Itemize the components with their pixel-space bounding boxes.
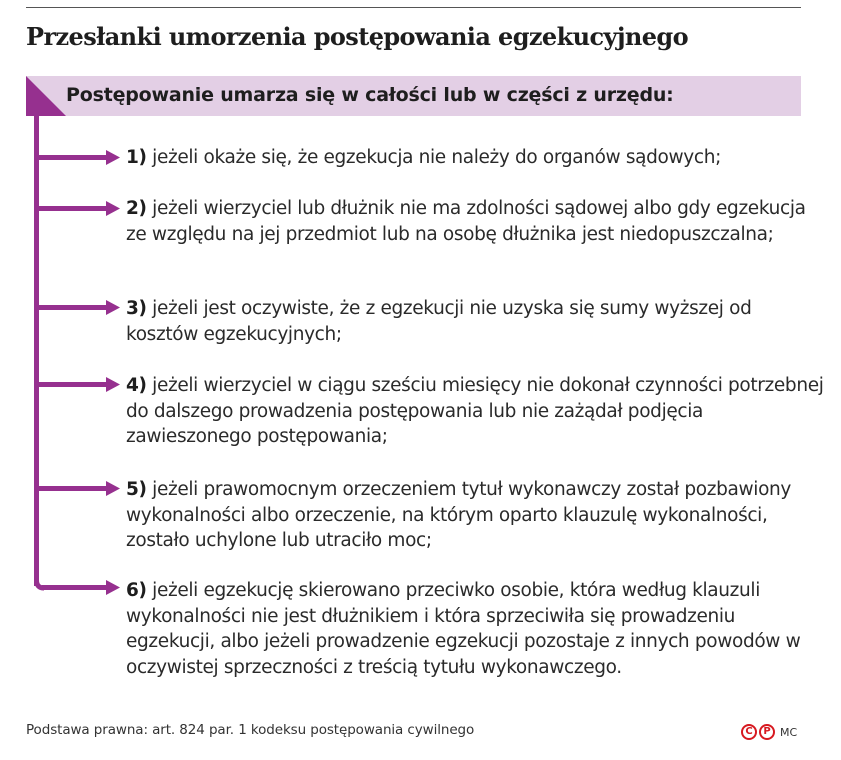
item-text: jeżeli egzekucję skierowano przeciwko osobie, która według klauzuli wykonalności nie jest dłużnikiem i która sprzeciwiła się prowadzeniu egzekucji, albo jeżeli prowadzenie egzekucji pozostaje z innych powodów w oczywistej sprzeczności z treścią tytułu wykonawczego. [126, 580, 801, 678]
legal-basis-note: Podstawa prawna: art. 824 par. 1 kodeksu postępowania cywilnego [26, 722, 475, 738]
item-text: jeżeli okaże się, że egzekucja nie należy do organów sądowych; [152, 147, 721, 168]
connector-trunk [34, 112, 39, 586]
list-item [126, 477, 826, 554]
item-text: jeżeli wierzyciel lub dłużnik nie ma zdolności sądowej albo gdy egzekucja ze względu na jej przedmiot lub na osobę dłużnika jest niedopuszczalna; [126, 198, 806, 245]
list-item [126, 196, 826, 247]
item-number: 5) [126, 479, 147, 500]
author-initials: MC [780, 726, 798, 739]
list-item [126, 373, 826, 450]
arrow-right-icon [42, 580, 120, 595]
arrow-right-icon [36, 150, 120, 165]
logo-p-mark: P [759, 724, 775, 740]
item-text: jeżeli wierzyciel w ciągu sześciu miesięcy nie dokonał czynności potrzebnej do dalszego prowadzenia postępowania lub nie zażądał podjęcia zawieszonego postępowania; [126, 375, 824, 447]
item-number: 6) [126, 580, 147, 601]
cp-logo [741, 723, 798, 743]
arrow-right-icon [36, 377, 120, 392]
list-item [126, 296, 826, 347]
item-text: jeżeli prawomocnym orzeczeniem tytuł wykonawczy został pozbawiony wykonalności albo orzeczenie, na którym oparto klauzulę wykonalności, zostało uchylone lub utraciło moc; [126, 479, 792, 551]
item-number: 4) [126, 375, 147, 396]
logo-c-mark: C [741, 724, 757, 740]
item-number: 3) [126, 298, 147, 319]
banner-notch-shape [26, 76, 66, 116]
page-title: Przesłanki umorzenia postępowania egzekucyjnego [26, 22, 689, 51]
item-text: jeżeli jest oczywiste, że z egzekucji nie uzyska się sumy wyższej od kosztów egzekucyjnych; [126, 298, 752, 345]
arrow-right-icon [36, 201, 120, 216]
item-number: 2) [126, 198, 147, 219]
list-item [126, 145, 826, 171]
arrow-right-icon [36, 300, 120, 315]
banner-heading: Postępowanie umarza się w całości lub w części z urzędu: [66, 84, 674, 106]
list-item [126, 578, 826, 680]
item-number: 1) [126, 147, 147, 168]
arrow-right-icon [36, 481, 120, 496]
